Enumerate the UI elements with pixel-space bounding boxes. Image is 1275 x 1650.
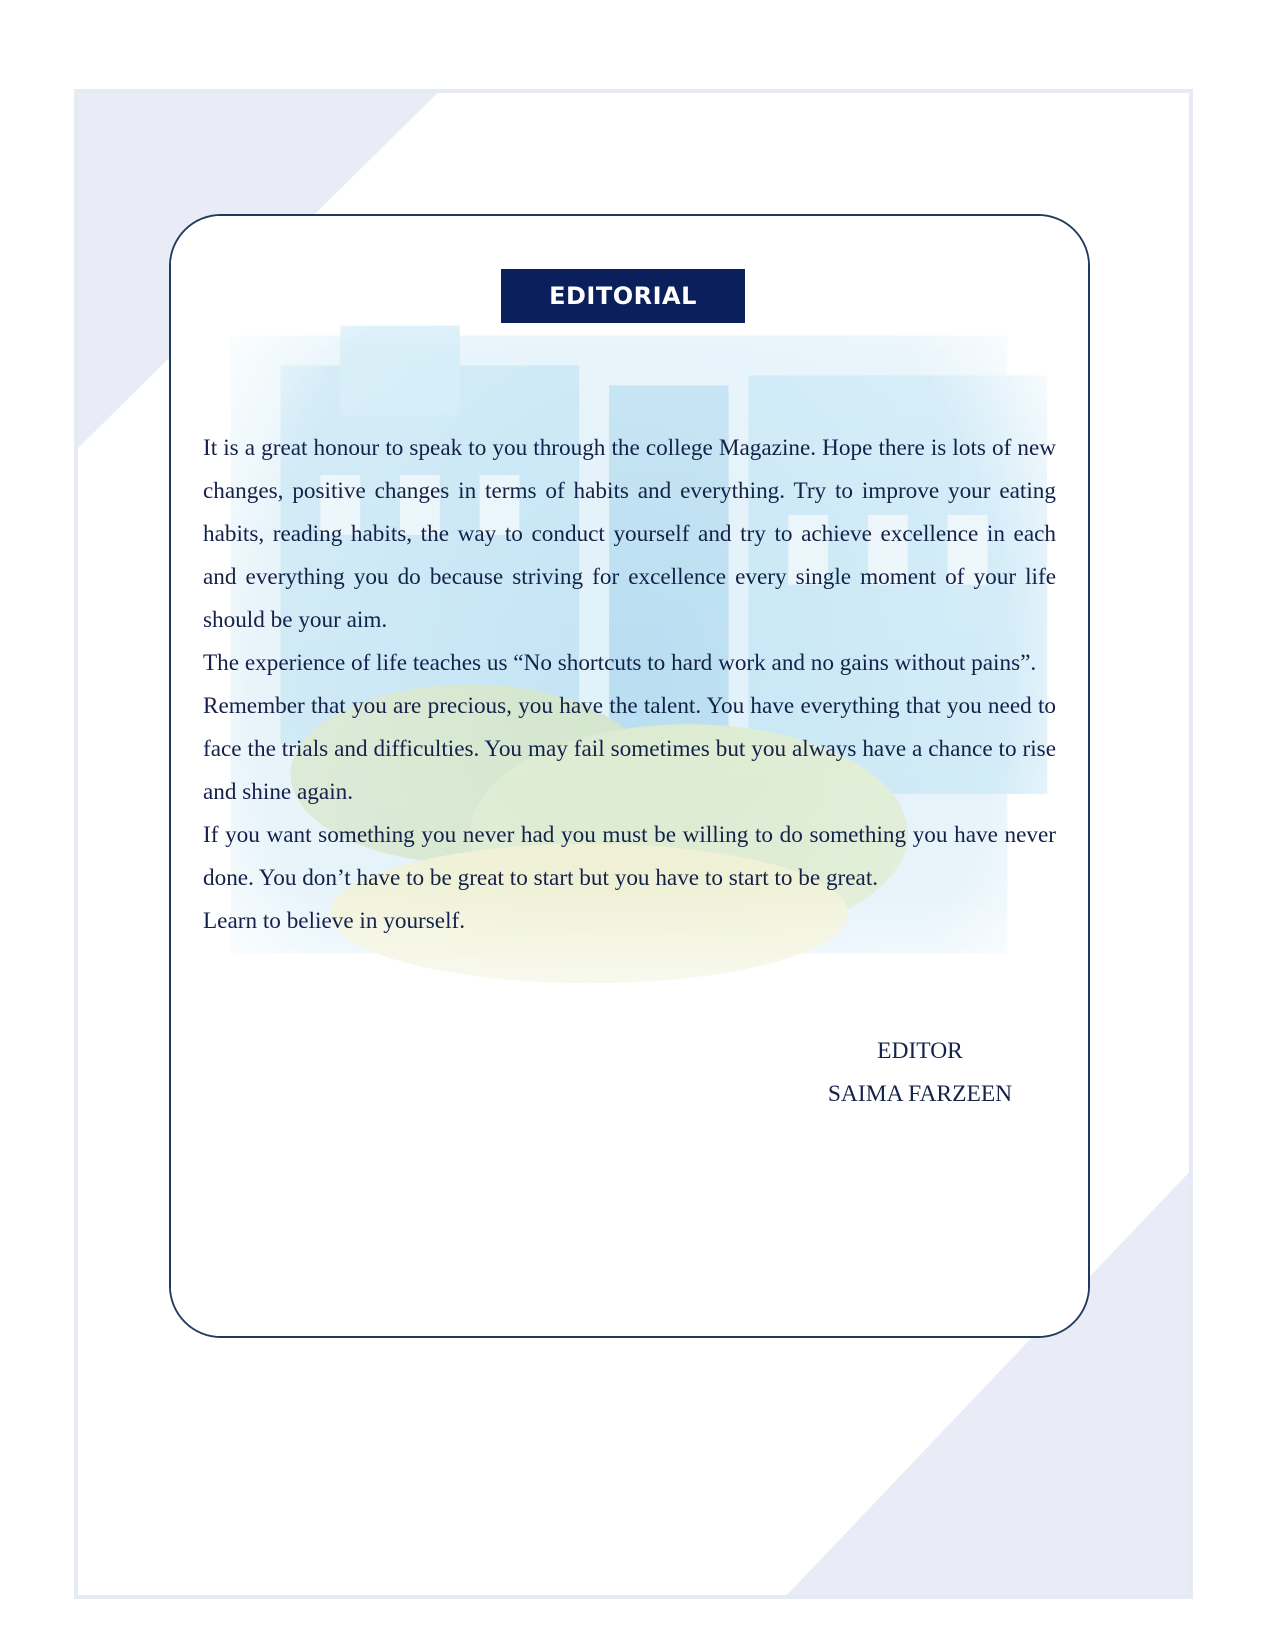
paragraph: Remember that you are precious, you have the talent. You have everything that you need to face the trials and difficulties. You may fail sometimes but you always have a chance to rise and shine again.	[203, 693, 1056, 805]
paragraph: If you want something you never had you must be willing to do something you have never done. You don’t have to be great to start but you have to start to be great.	[203, 822, 1056, 891]
paragraph: It is a great honour to speak to you through the college Magazine. Hope there is lots of new changes, positive changes in terms of habits and everything. Try to improve your eating habits, reading habits, the way to conduct yourself and try to achieve excellence in each and everything you do because striving for excellence every single moment of your life should be your aim.	[203, 435, 1056, 633]
paragraph: The experience of life teaches us “No shortcuts to hard work and no gains without pains”.	[203, 650, 1037, 676]
signature-role: EDITOR	[877, 1038, 963, 1064]
signature-block	[790, 1030, 1050, 1116]
signature-name: SAIMA FARZEEN	[827, 1081, 1013, 1107]
editorial-body	[203, 427, 1056, 943]
editorial-title: EDITORIAL	[501, 269, 745, 323]
paragraph: Learn to believe in yourself.	[203, 908, 466, 934]
